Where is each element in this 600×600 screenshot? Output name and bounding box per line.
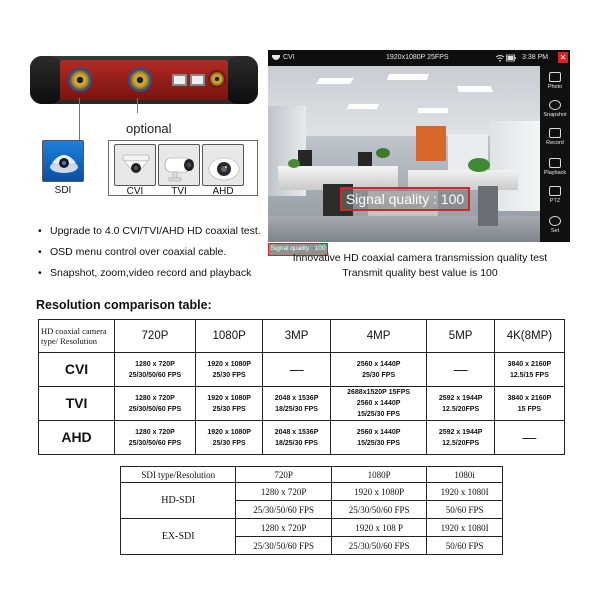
feature-item: • OSD menu control over coaxial cable. [38, 242, 261, 263]
sdi-card [42, 140, 84, 182]
sidebar-item-label: Snapshot [543, 112, 567, 118]
column-header: 1080i [427, 467, 503, 483]
tvi-label: TVI [171, 186, 187, 197]
cell-line: 25/30/50/60 FPS [128, 371, 182, 379]
screen-status-bar [268, 50, 570, 66]
table-cell [330, 353, 427, 387]
cell-line: — [522, 429, 537, 445]
column-header: 720P [236, 467, 331, 483]
cell-line: 25/30/50/60 FPS [128, 439, 182, 447]
cell-line: 12.5/15 FPS [509, 371, 549, 379]
cell-line: 12.5/20FPS [442, 439, 480, 447]
optional-label: optional [126, 121, 172, 136]
table-cell: 25/30/50/60 FPS [331, 537, 426, 555]
signal-quality-overlay: Signal quality : 100 [340, 187, 470, 211]
ahd-card [202, 144, 244, 186]
time-label: 3:38 PM [522, 54, 549, 61]
table-cell [330, 387, 427, 421]
table-row [39, 353, 565, 387]
ceiling-light [457, 86, 493, 92]
cell-line: 2592 x 1944P [438, 394, 483, 402]
table-cell [195, 387, 262, 421]
resolution-table [38, 319, 565, 455]
ceiling-light [347, 104, 379, 109]
ceiling-light [418, 108, 448, 113]
table-cell: 25/30/50/60 FPS [236, 501, 331, 519]
cell-line: 3840 x 2160P [507, 360, 552, 368]
feature-item: • Upgrade to 4.0 CVI/TVI/AHD HD coaxial test. [38, 221, 261, 242]
ahd-label: AHD [212, 186, 234, 197]
rj45-port [190, 74, 205, 86]
gear-icon [549, 216, 561, 226]
play-icon [549, 158, 561, 168]
table-cell [427, 421, 494, 455]
cell-line: 25/30 FPS [212, 439, 246, 447]
table-cell: 1280 x 720P [236, 519, 331, 537]
cell-line: 2688x1520P 15FPS [347, 389, 411, 396]
video-out-bnc-connector [208, 70, 226, 88]
table-cell: 1920 x 1080I [427, 519, 503, 537]
cell-line: — [289, 361, 304, 377]
section-title: Resolution comparison table: [36, 298, 212, 312]
screen-sidebar [540, 66, 570, 242]
desk-monitor [358, 152, 372, 166]
cell-line: 15 FPS [517, 405, 542, 413]
cell-line: 1920 x 1080P [207, 394, 251, 402]
sidebar-item-snapshot[interactable] [540, 100, 570, 118]
table-cell: 25/30/50/60 FPS [331, 501, 426, 519]
table-cell [195, 353, 262, 387]
table-cell [494, 353, 564, 387]
corner-line: HD coaxial camera [41, 326, 107, 336]
coax-bnc-connector [128, 68, 152, 92]
table-cell: 1920 x 1080P [331, 483, 426, 501]
sidebar-item-photo[interactable] [540, 72, 570, 90]
column-header: 4K(8MP) [494, 320, 564, 353]
table-header-row [39, 320, 565, 353]
row-header: AHD [39, 421, 115, 455]
photo-icon [549, 72, 561, 82]
cell-line: 1920 x 1080P [207, 360, 251, 368]
cell-line: 2560 x 1440P [356, 428, 401, 436]
cell-line: 25/30 FPS [362, 371, 396, 379]
cell-line: 25/30 FPS [212, 405, 246, 413]
cell-line: 1280 x 720P [135, 394, 175, 402]
plant [288, 159, 300, 168]
office-floor [268, 216, 540, 242]
column-header: 720P [115, 320, 196, 353]
dome-camera-icon [203, 145, 245, 187]
sidebar-item-ptz[interactable] [540, 186, 570, 204]
cell-line: 1920 x 1080P [207, 428, 251, 436]
rj45-port [172, 74, 187, 86]
table-cell [427, 353, 494, 387]
table-cell: 25/30/50/60 FPS [236, 537, 331, 555]
caption-line-2: Transmit quality best value is 100 [342, 267, 498, 279]
sidebar-item-label: Record [546, 140, 564, 146]
column-header: 1080P [195, 320, 262, 353]
sidebar-item-label: Playback [543, 170, 567, 176]
close-icon[interactable]: ✕ [559, 53, 567, 62]
cell-line: 15/25/30 FPS [357, 411, 400, 418]
sdi-camera-icon [43, 141, 85, 183]
table-cell [330, 421, 427, 455]
device-left-grip [30, 56, 62, 104]
sdi-table [120, 466, 503, 555]
record-icon [549, 128, 561, 138]
cell-line: 2048 x 1536P [274, 394, 319, 402]
table-cell [427, 387, 494, 421]
column-header: 5MP [427, 320, 494, 353]
sidebar-item-record[interactable] [540, 128, 570, 146]
table-row [39, 387, 565, 421]
camera-feed-image [268, 66, 540, 252]
dome-camera-icon [115, 145, 157, 187]
table-cell [115, 421, 196, 455]
row-header: TVI [39, 387, 115, 421]
feature-list [38, 221, 261, 284]
table-cell [263, 421, 330, 455]
ceiling-light [387, 74, 429, 80]
table-row [121, 483, 503, 501]
corner-line: type/ Resolution [41, 336, 97, 346]
cell-line: 2560 x 1440P [356, 360, 401, 368]
cell-line: 2560 x 1440P [356, 400, 401, 407]
tvi-card [158, 144, 200, 186]
sidebar-item-set[interactable] [540, 216, 570, 234]
cell-line: 1280 x 720P [135, 360, 175, 368]
cvi-card [114, 144, 156, 186]
sidebar-item-label: Photo [547, 84, 563, 90]
cvi-label: CVI [126, 186, 144, 197]
cell-line: 18/25/30 FPS [275, 439, 318, 447]
column-header: 3MP [263, 320, 330, 353]
cell-line: 2592 x 1944P [438, 428, 483, 436]
table-row [121, 519, 503, 537]
desk-monitor [298, 150, 312, 166]
column-header: SDI type/Resolution [121, 467, 236, 483]
office-chair [478, 186, 498, 226]
row-header: CVI [39, 353, 115, 387]
table-cell: 1920 x 1080I [427, 483, 503, 501]
table-cell [263, 353, 330, 387]
table-cell [494, 387, 564, 421]
cell-line: 3840 x 2160P [507, 394, 552, 402]
tester-screen [268, 50, 570, 252]
dome-camera-icon [271, 53, 281, 63]
row-header: HD-SDI [121, 483, 236, 519]
ptz-icon [549, 186, 561, 196]
cell-line: 1280 x 720P [135, 428, 175, 436]
ceiling-light [316, 78, 353, 84]
battery-icon [506, 54, 516, 62]
plant [376, 148, 390, 158]
cell-line: 15/25/30 FPS [357, 439, 400, 447]
cell-line: 12.5/20FPS [442, 405, 480, 413]
camera-icon [549, 100, 561, 110]
table-cell: 50/60 FPS [427, 501, 503, 519]
feature-item: • Snapshot, zoom,video record and playback [38, 263, 261, 284]
sdi-bnc-connector [68, 68, 92, 92]
cell-line: 18/25/30 FPS [275, 405, 318, 413]
sidebar-item-label: Set [550, 228, 560, 234]
caption-line-1: Innovative HD coaxial camera transmission quality test [292, 252, 548, 264]
cell-line: 2048 x 1536P [274, 428, 319, 436]
sidebar-item-playback[interactable] [540, 158, 570, 176]
table-cell: 1280 x 720P [236, 483, 331, 501]
cell-line: — [453, 361, 468, 377]
cell-line: 25/30/50/60 FPS [128, 405, 182, 413]
table-corner-header [39, 320, 115, 353]
table-cell [263, 387, 330, 421]
coax-pointer-line [137, 98, 138, 113]
mode-label: CVI [283, 54, 295, 61]
column-header: 4MP [330, 320, 427, 353]
row-header: EX-SDI [121, 519, 236, 555]
table-header-row [121, 467, 503, 483]
tester-device [30, 56, 258, 104]
table-cell [115, 387, 196, 421]
cell-line: 25/30 FPS [212, 371, 246, 379]
resolution-label: 1920x1080P 25FPS [386, 54, 449, 61]
table-row [39, 421, 565, 455]
orange-wall [416, 126, 446, 161]
sdi-label: SDI [54, 185, 72, 196]
table-cell [494, 421, 564, 455]
device-right-grip [226, 56, 258, 104]
signal-quality-badge: Signal quality : 100 [268, 243, 328, 256]
sidebar-item-label: PTZ [549, 198, 561, 204]
column-header: 1080P [331, 467, 426, 483]
table-cell [115, 353, 196, 387]
plant [468, 158, 490, 172]
wifi-icon [496, 54, 504, 62]
table-cell [195, 421, 262, 455]
table-cell: 50/60 FPS [427, 537, 503, 555]
bullet-camera-icon [159, 145, 201, 187]
sdi-pointer-line [79, 98, 80, 140]
table-cell: 1920 x 108 P [331, 519, 426, 537]
